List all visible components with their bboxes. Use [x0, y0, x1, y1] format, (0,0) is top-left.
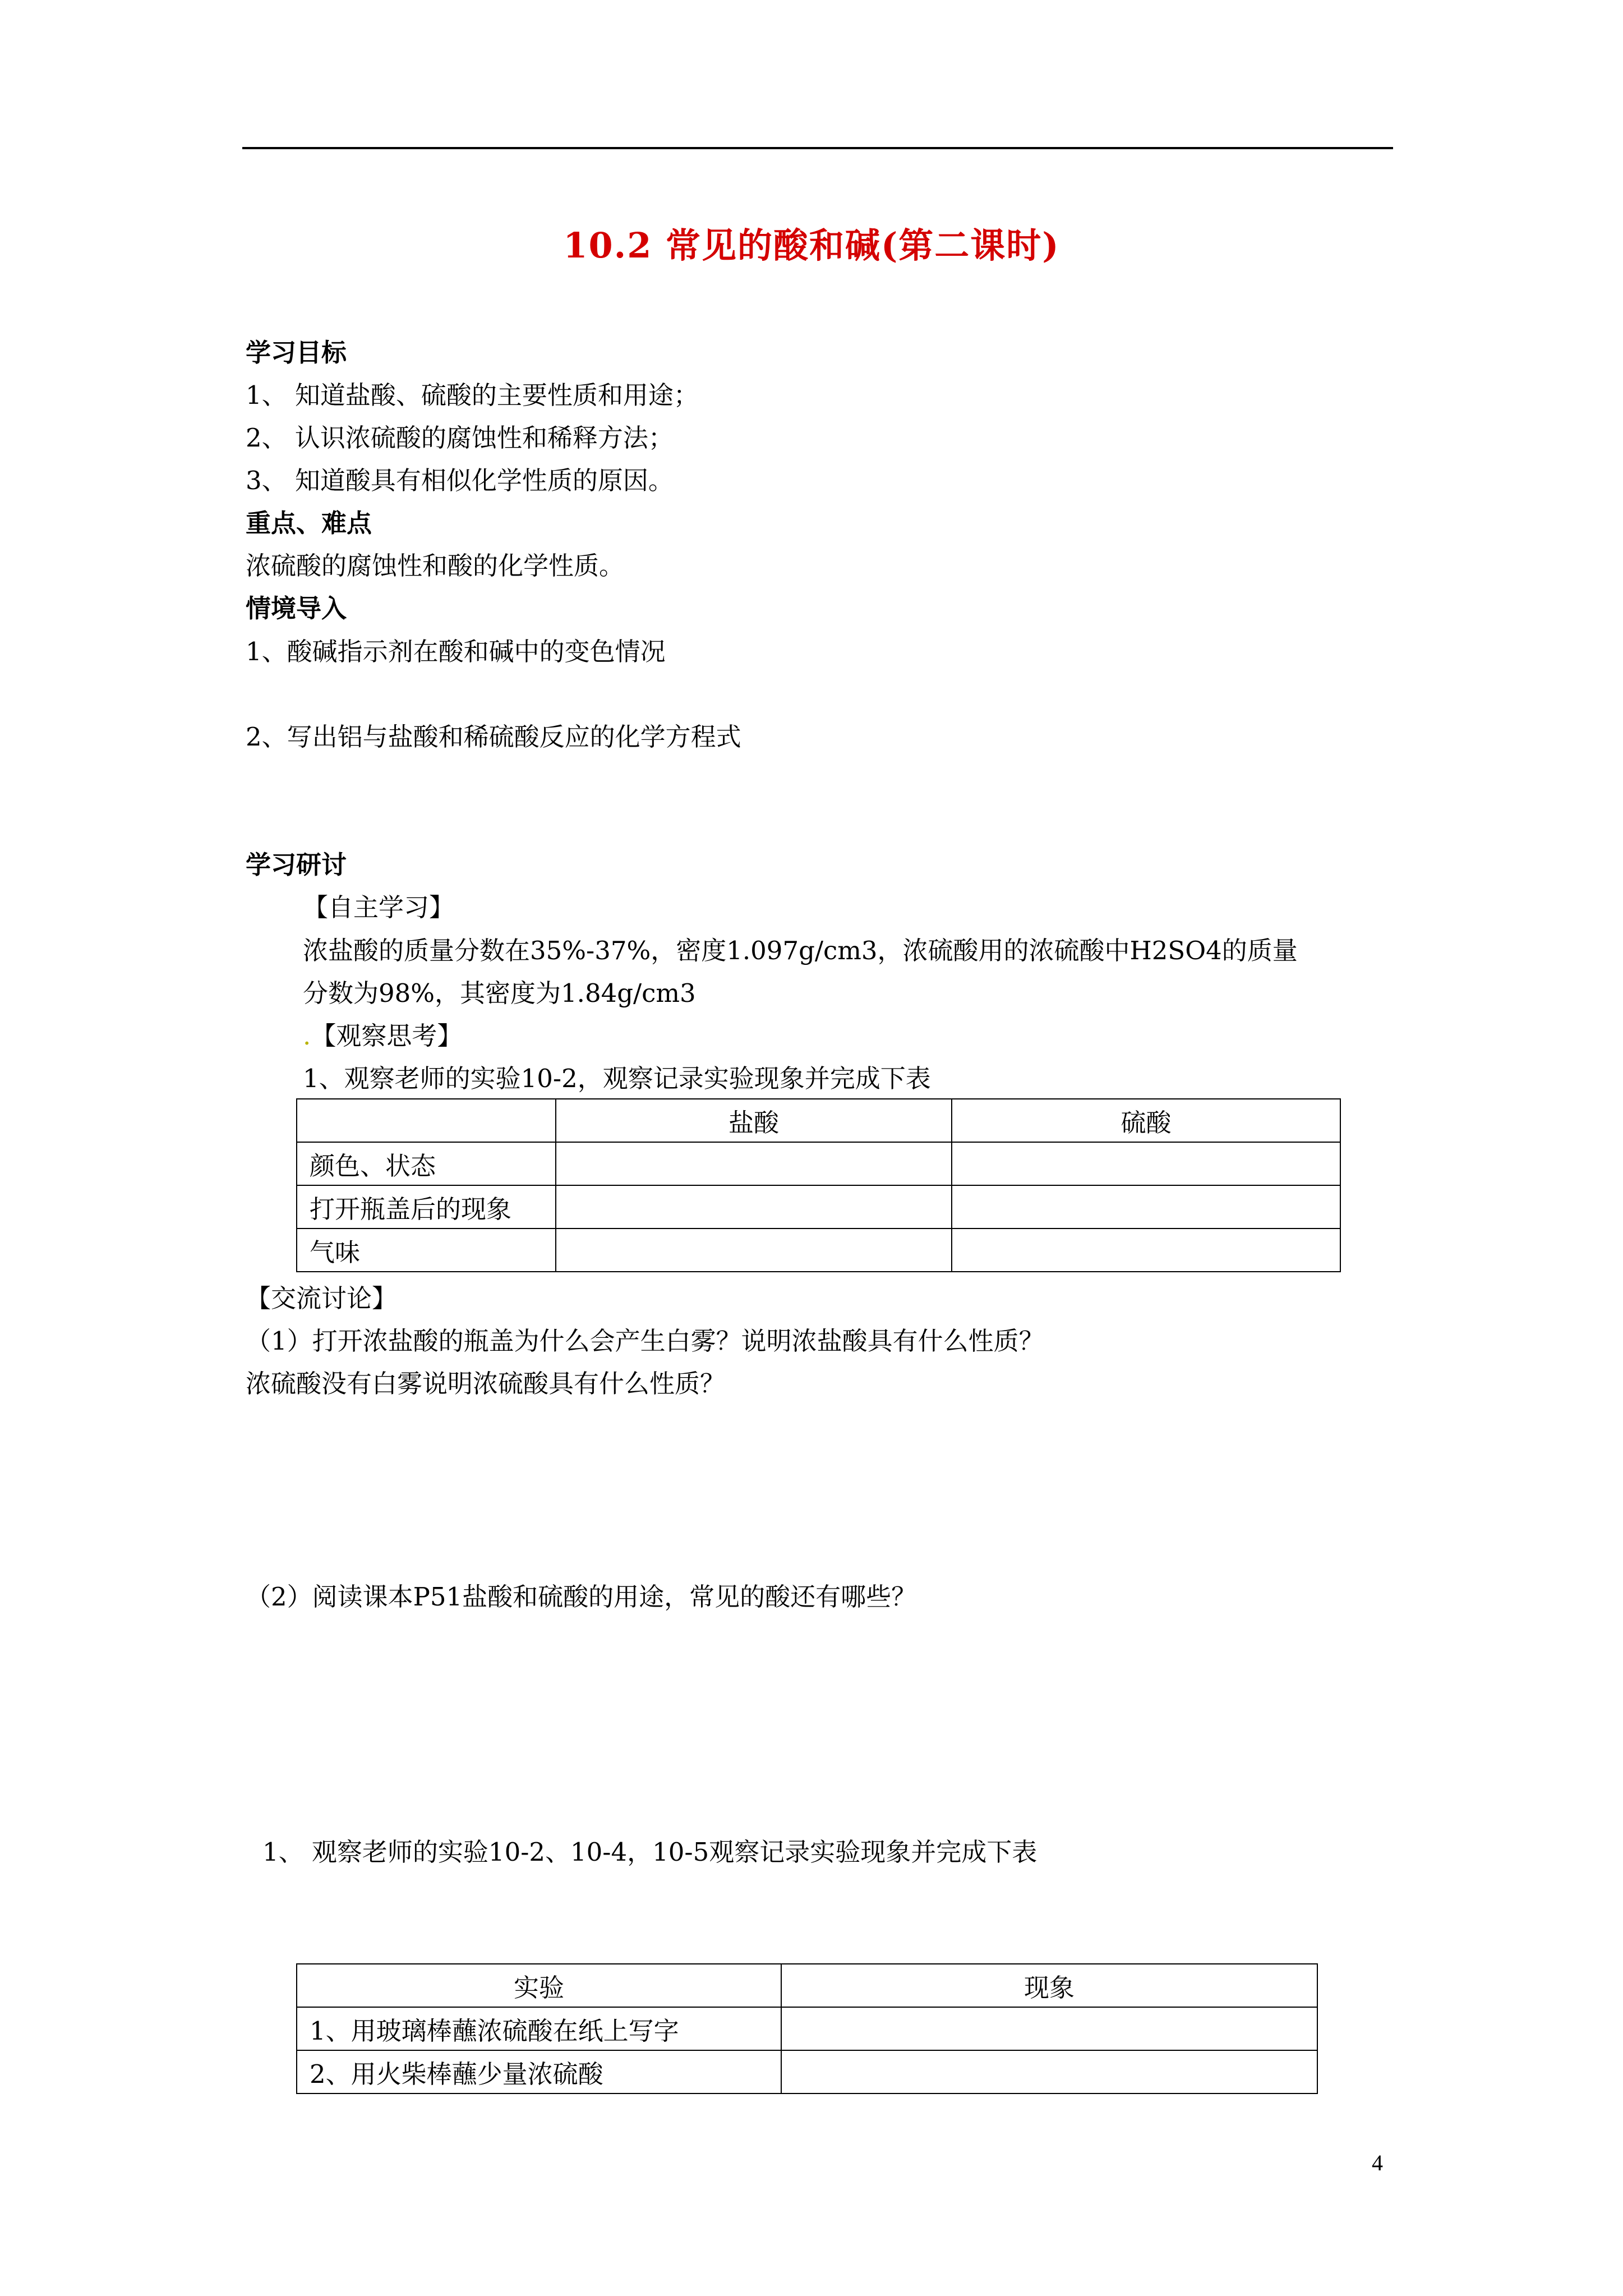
- page-number: 4: [1372, 2150, 1383, 2175]
- self-study-label: 【自主学习】: [303, 892, 455, 922]
- table-header-row: [297, 1099, 1340, 1142]
- answer-cell[interactable]: [952, 1228, 1340, 1272]
- discuss-question-2: （2）阅读课本P51盐酸和硫酸的用途，常见的酸还有哪些？: [246, 1582, 917, 1612]
- answer-cell[interactable]: [556, 1185, 952, 1228]
- table-row: [297, 1142, 1340, 1185]
- table-row: [297, 1228, 1340, 1272]
- key-text: 浓硫酸的腐蚀性和酸的化学性质。: [246, 551, 625, 581]
- discuss-label: 【交流讨论】: [246, 1283, 398, 1313]
- observation-table-2: [296, 1963, 1318, 2094]
- discuss-question-1-cont: 浓硫酸没有白雾说明浓硫酸具有什么性质？: [246, 1369, 726, 1398]
- intro-question-1: 1、酸碱指示剂在酸和碱中的变色情况: [246, 637, 666, 666]
- goal-item: 2、 认识浓硫酸的腐蚀性和稀释方法；: [246, 423, 674, 453]
- observe-label: .【观察思考】: [303, 1021, 463, 1051]
- goal-item: 1、 知道盐酸、硫酸的主要性质和用途；: [246, 380, 699, 410]
- table-header-cell: 现象: [781, 1964, 1317, 2007]
- table-header-cell: 硫酸: [952, 1099, 1340, 1142]
- page-title: 10.2 常见的酸和碱(第二课时): [563, 225, 1060, 266]
- intro-question-2: 2、写出铝与盐酸和稀硫酸反应的化学方程式: [246, 722, 741, 752]
- header-rule: [242, 147, 1393, 149]
- row-label: 气味: [297, 1228, 556, 1272]
- answer-cell[interactable]: [781, 2007, 1317, 2050]
- row-label: 2、用火柴棒蘸少量浓硫酸: [297, 2050, 781, 2093]
- self-study-line: 分数为98%，其密度为1.84g/cm3: [303, 978, 696, 1008]
- table-row: [297, 1185, 1340, 1228]
- answer-cell[interactable]: [952, 1185, 1340, 1228]
- row-label: 打开瓶盖后的现象: [297, 1185, 556, 1228]
- goals-heading: 学习目标: [246, 338, 347, 367]
- table-header-cell: 实验: [297, 1964, 781, 2007]
- answer-cell[interactable]: [556, 1142, 952, 1185]
- intro-heading: 情境导入: [246, 593, 347, 623]
- answer-cell[interactable]: [556, 1228, 952, 1272]
- answer-cell[interactable]: [952, 1142, 1340, 1185]
- self-study-line: 浓盐酸的质量分数在35%-37%，密度1.097g/cm3，浓硫酸用的浓硫酸中H2SO4的质量: [303, 936, 1298, 965]
- goal-item: 3、 知道酸具有相似化学性质的原因。: [246, 466, 674, 495]
- study-heading: 学习研讨: [246, 850, 347, 880]
- table-header-cell: [297, 1099, 556, 1142]
- discuss-question-1: （1）打开浓盐酸的瓶盖为什么会产生白雾？说明浓盐酸具有什么性质？: [246, 1326, 1044, 1356]
- table-row: [297, 2007, 1317, 2050]
- key-heading: 重点、难点: [246, 508, 372, 538]
- observation-table-1: [296, 1098, 1341, 1272]
- table-header-row: [297, 1964, 1317, 2007]
- observe-question: 1、观察老师的实验10-2，观察记录实验现象并完成下表: [303, 1064, 931, 1093]
- row-label: 1、用玻璃棒蘸浓硫酸在纸上写字: [297, 2007, 781, 2050]
- row-label: 颜色、状态: [297, 1142, 556, 1185]
- answer-cell[interactable]: [781, 2050, 1317, 2093]
- stray-dot: .: [303, 1021, 311, 1051]
- table-row: [297, 2050, 1317, 2093]
- observe-question-2: 1、 观察老师的实验10-2、10-4，10-5观察记录实验现象并完成下表: [262, 1837, 1038, 1867]
- table-header-cell: 盐酸: [556, 1099, 952, 1142]
